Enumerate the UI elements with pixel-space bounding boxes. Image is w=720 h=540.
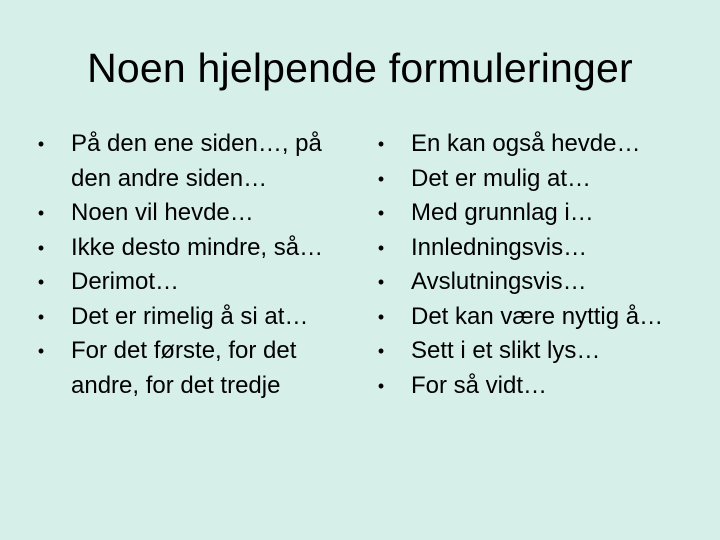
list-item-text: Derimot… bbox=[71, 268, 180, 295]
bullet-icon: • bbox=[37, 237, 45, 258]
list-item bbox=[373, 127, 703, 162]
bullet-icon: • bbox=[37, 341, 45, 361]
bullet-icon: • bbox=[377, 203, 385, 223]
bullet-icon: • bbox=[377, 237, 385, 258]
slide-title: Noen hjelpende formuleringer bbox=[87, 45, 633, 91]
list-item-text: Det er rimelig å si at… bbox=[71, 302, 309, 330]
left-bullet-list bbox=[33, 127, 363, 403]
list-item bbox=[373, 231, 703, 266]
list-item-text: Med grunnlag i… bbox=[411, 199, 594, 226]
bullet-icon: • bbox=[377, 375, 385, 396]
bullet-icon: • bbox=[37, 134, 45, 154]
list-item bbox=[33, 300, 363, 335]
list-item bbox=[373, 334, 703, 369]
bullet-icon: • bbox=[377, 306, 385, 327]
list-item bbox=[373, 369, 703, 404]
list-item bbox=[373, 162, 703, 197]
list-item bbox=[33, 231, 363, 266]
list-item-text: Ikke desto mindre, så… bbox=[71, 233, 324, 261]
list-item-text: Det kan være nyttig å… bbox=[411, 302, 664, 330]
bullet-icon: • bbox=[377, 168, 385, 189]
bullet-icon: • bbox=[377, 134, 385, 154]
list-item-text: Noen vil hevde… bbox=[71, 199, 254, 226]
list-item bbox=[373, 265, 703, 300]
list-item bbox=[33, 127, 363, 196]
list-item-text: Sett i et slikt lys… bbox=[411, 337, 601, 364]
list-item bbox=[33, 196, 363, 231]
bullet-icon: • bbox=[37, 272, 45, 292]
list-item-text: På den ene siden…, på den andre siden… bbox=[71, 130, 322, 192]
right-bullet-list bbox=[373, 127, 703, 403]
list-item-text: For så vidt… bbox=[411, 371, 548, 399]
list-item-text: For det første, for det andre, for det tredje bbox=[71, 337, 297, 399]
list-item bbox=[33, 265, 363, 300]
list-item bbox=[33, 334, 363, 403]
bullet-icon: • bbox=[37, 203, 45, 223]
list-item-text: Avslutningsvis… bbox=[411, 268, 587, 295]
list-item-text: Innledningsvis… bbox=[411, 233, 588, 261]
list-item-text: En kan også hevde… bbox=[411, 130, 641, 157]
bullet-icon: • bbox=[37, 306, 45, 327]
list-item bbox=[373, 300, 703, 335]
bullet-icon: • bbox=[377, 272, 385, 292]
bullet-icon: • bbox=[377, 341, 385, 361]
list-item bbox=[373, 196, 703, 231]
list-item-text: Det er mulig at… bbox=[411, 164, 592, 192]
